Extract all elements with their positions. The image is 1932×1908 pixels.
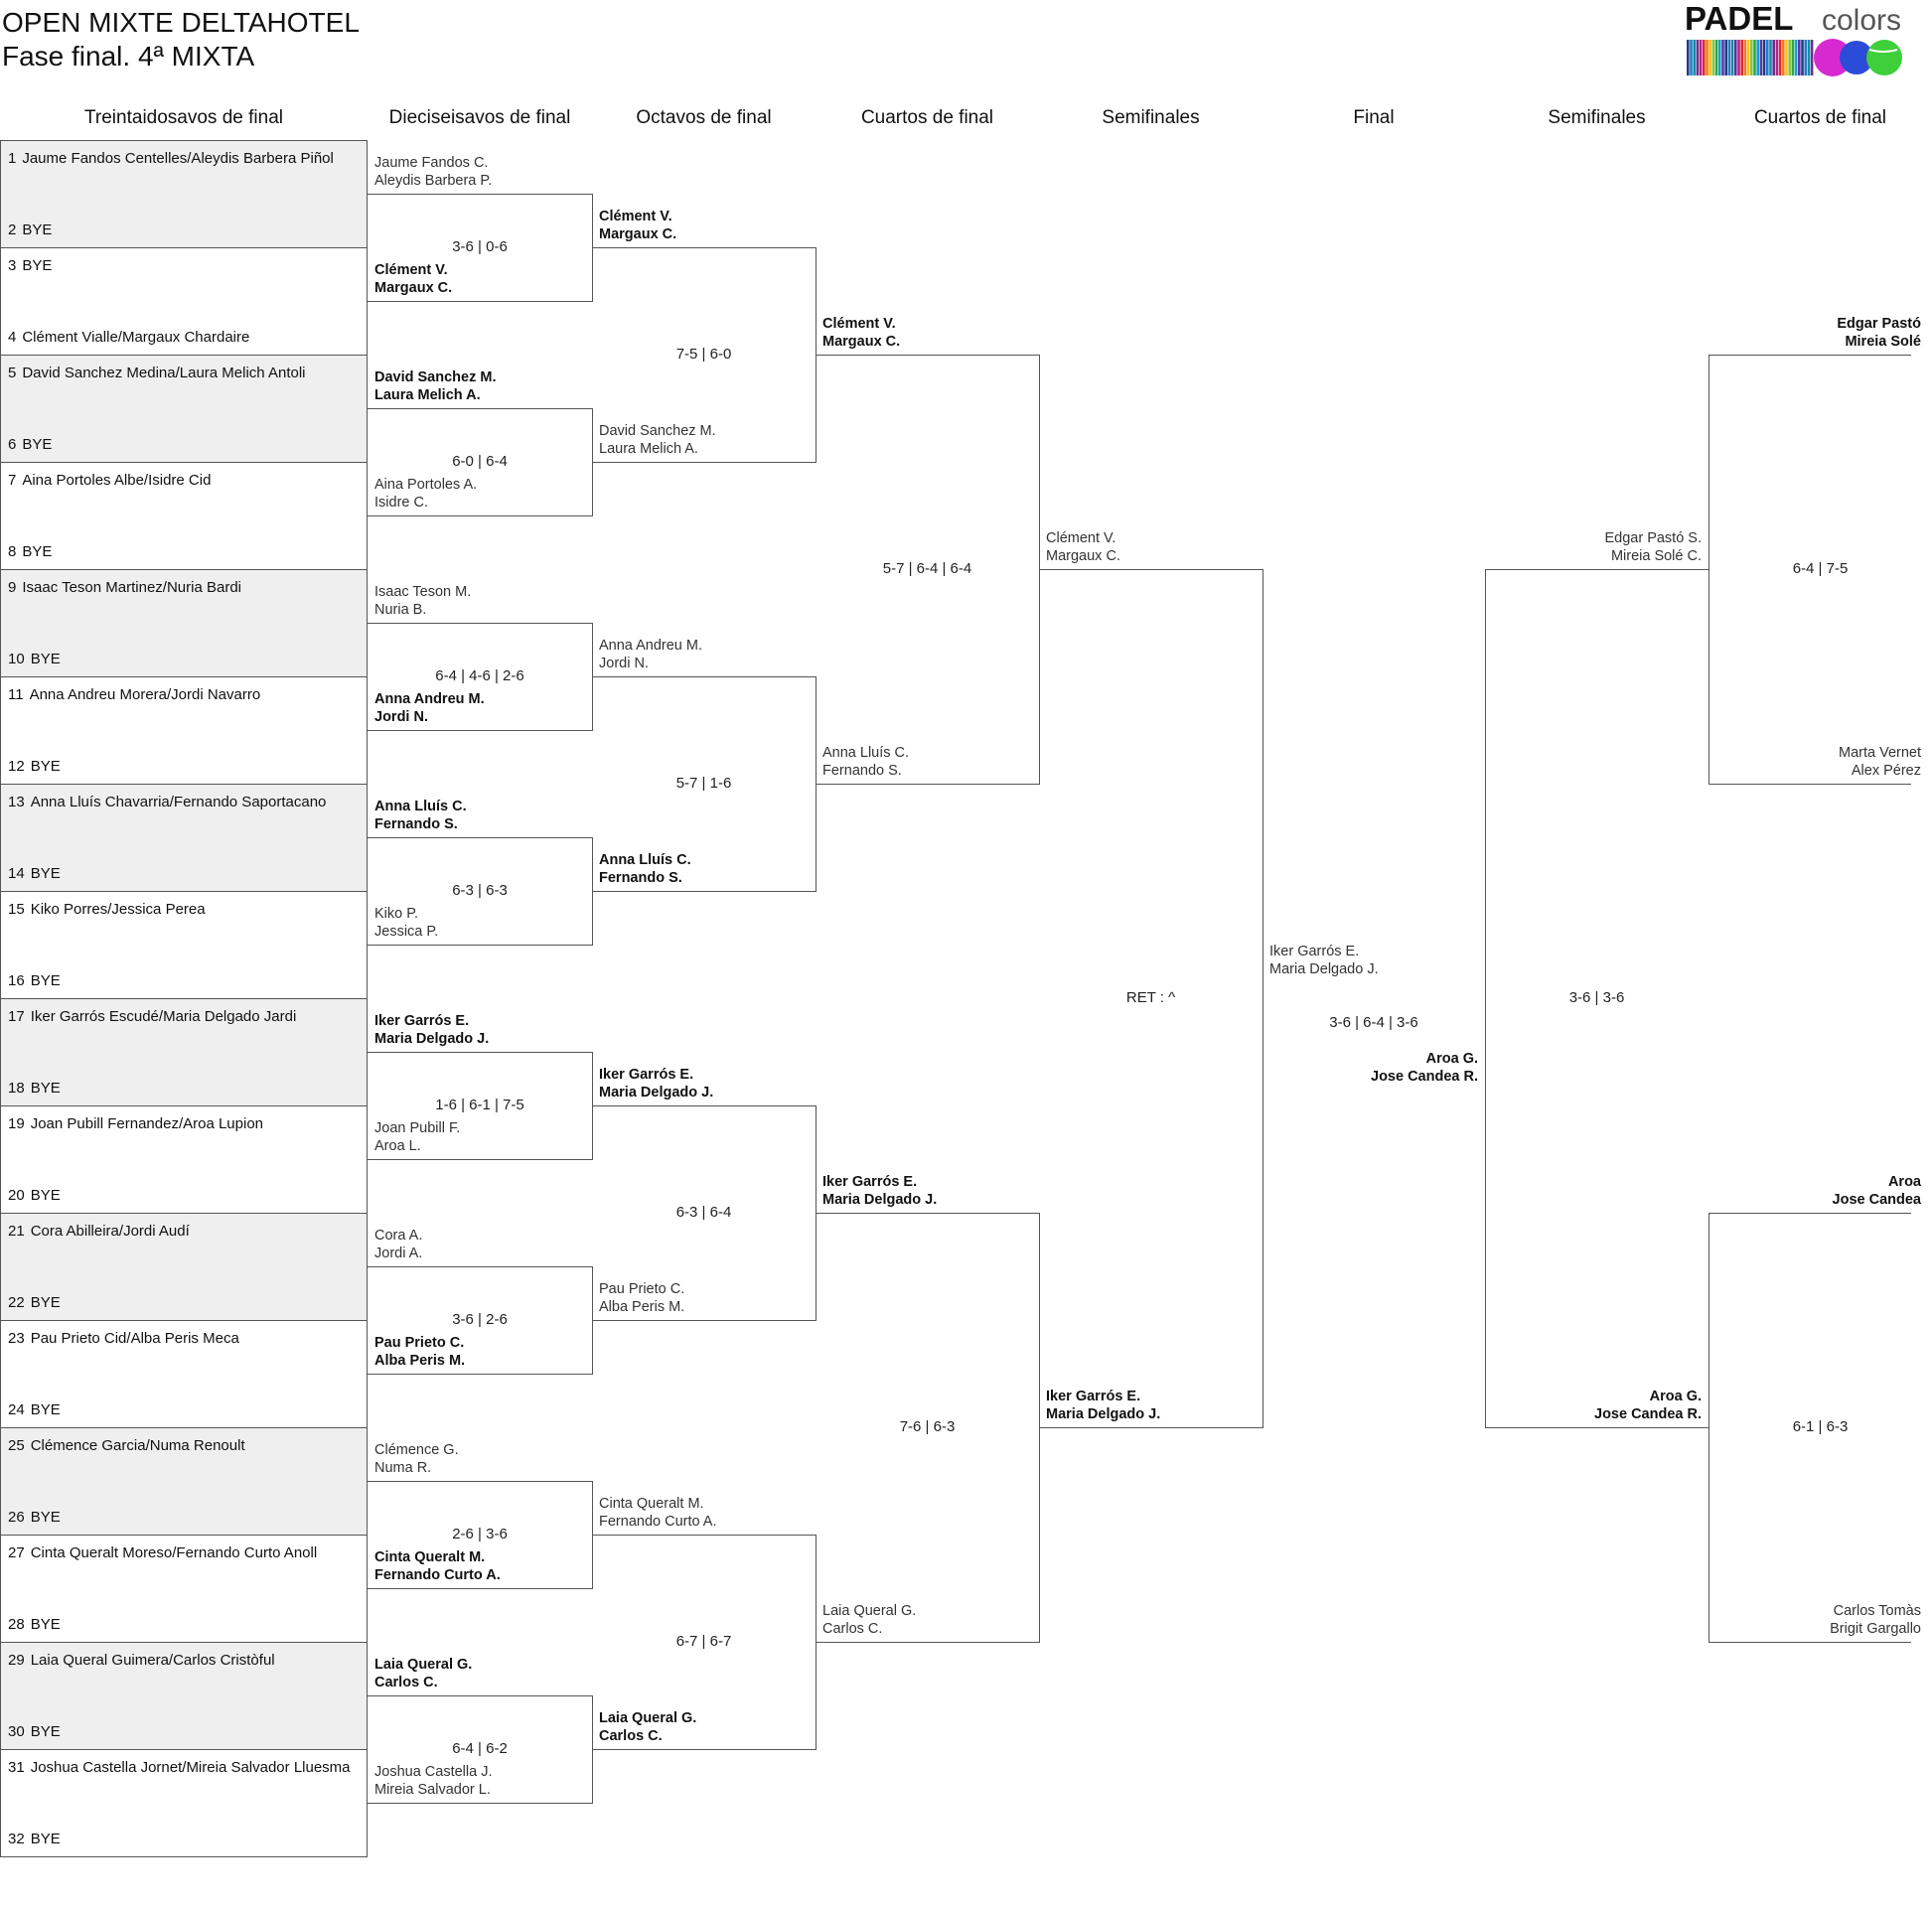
draw-entry-bottom <box>8 1616 61 1634</box>
team-partner-top: Margaux C. <box>599 226 677 242</box>
draw-entry-pair <box>0 1749 368 1857</box>
seed-number: 4 <box>8 329 17 346</box>
tournament-title: OPEN MIXTE DELTAHOTEL <box>2 7 360 38</box>
team-partner-top: Jordi A. <box>374 1246 423 1261</box>
team-partner-bottom: Mireia Salvador L. <box>374 1782 491 1798</box>
draw-entry-bottom <box>8 1401 61 1419</box>
draw-entry-top <box>8 1759 351 1777</box>
draw-entry-pair <box>0 1535 368 1643</box>
logo-text-light: colors <box>1822 4 1902 37</box>
team-name-bottom: Marta Vernet <box>1838 745 1921 761</box>
seed-number: 24 <box>8 1401 25 1418</box>
seed-number: 8 <box>8 543 17 560</box>
team-name-bottom: Laia Queral G. <box>599 1710 697 1726</box>
team-name: BYE <box>22 257 53 274</box>
seed-number: 1 <box>8 150 17 167</box>
seed-number: 29 <box>8 1652 25 1669</box>
match-score: 6-1 | 6-3 <box>1792 1418 1849 1435</box>
team-partner-bottom: Alex Pérez <box>1851 763 1921 779</box>
logo-text-bold: PADEL <box>1685 0 1794 37</box>
round-header: Final <box>1353 107 1395 128</box>
team-partner-bottom: Jose Candea R. <box>1594 1406 1702 1422</box>
team-partner-top: Laura Melich A. <box>374 387 481 403</box>
team-name-bottom: Joan Pubill F. <box>374 1120 461 1136</box>
match-score: 6-4 | 4-6 | 2-6 <box>435 667 524 684</box>
team-name-bottom: Clément V. <box>374 262 448 278</box>
team-name-top: Laia Queral G. <box>374 1657 473 1673</box>
team-name-bottom: Aroa G. <box>1649 1389 1702 1404</box>
draw-entry-top <box>8 1652 275 1670</box>
team-name-bottom: Kiko P. <box>374 906 419 922</box>
team-partner-top: Maria Delgado J. <box>822 1192 938 1208</box>
seed-number: 12 <box>8 758 25 775</box>
draw-entry-top <box>8 1437 245 1455</box>
draw-entry-top <box>8 257 52 275</box>
team-name: Kiko Porres/Jessica Perea <box>30 901 206 918</box>
draw-entry-bottom <box>8 221 52 239</box>
draw-entry-bottom <box>8 1187 61 1205</box>
draw-entry-pair <box>0 784 368 892</box>
team-partner-bottom: Brigit Gargallo <box>1830 1621 1921 1637</box>
team-name-top: Clément V. <box>1046 530 1116 546</box>
team-name: BYE <box>30 1080 61 1097</box>
team-name: BYE <box>22 543 53 560</box>
team-name-top: Edgar Pastó <box>1837 316 1921 332</box>
draw-entry-bottom <box>8 972 61 990</box>
draw-entry-bottom <box>8 651 61 668</box>
team-partner-bottom: Aroa L. <box>374 1138 421 1154</box>
team-partner-top: Aleydis Barbera P. <box>374 173 493 189</box>
team-partner-bottom: Jessica P. <box>374 924 439 940</box>
team-name: BYE <box>30 972 61 989</box>
final-score: 3-6 | 6-4 | 3-6 <box>1329 1014 1418 1031</box>
draw-entry-top <box>8 1330 239 1348</box>
team-name-top: Isaac Teson M. <box>374 584 472 600</box>
team-name: BYE <box>30 651 61 667</box>
draw-entry-pair <box>0 1105 368 1214</box>
draw-entry-top <box>8 1223 190 1241</box>
draw-entry-bottom <box>8 543 52 561</box>
team-name-bottom: David Sanchez M. <box>599 423 716 439</box>
team-name-top: Iker Garrós E. <box>822 1174 918 1190</box>
match-score: 7-6 | 6-3 <box>899 1418 956 1435</box>
draw-entry-top <box>8 150 334 168</box>
team-name-top: Clément V. <box>599 209 672 224</box>
final-team-right: Aroa G. <box>1425 1051 1478 1067</box>
match-score: 1-6 | 6-1 | 7-5 <box>435 1097 524 1113</box>
seed-number: 21 <box>8 1223 25 1240</box>
team-name: Isaac Teson Martinez/Nuria Bardi <box>22 579 242 596</box>
match-score: 6-3 | 6-3 <box>452 882 508 899</box>
team-name: BYE <box>30 1187 61 1204</box>
seed-number: 10 <box>8 651 25 667</box>
final-partner-right: Jose Candea R. <box>1371 1069 1478 1085</box>
round-header: Semifinales <box>1548 107 1646 128</box>
final-partner-left: Maria Delgado J. <box>1269 961 1379 977</box>
seed-number: 13 <box>8 794 25 810</box>
team-name-bottom: Joshua Castella J. <box>374 1764 493 1780</box>
team-name-bottom: Laia Queral G. <box>822 1603 917 1619</box>
team-name-top: Jaume Fandos C. <box>374 155 489 171</box>
round-header: Semifinales <box>1102 107 1200 128</box>
seed-number: 7 <box>8 472 17 489</box>
final-team-left: Iker Garrós E. <box>1269 944 1360 959</box>
draw-entry-top <box>8 1115 263 1133</box>
draw-entry-bottom <box>8 1509 61 1527</box>
team-name: Cinta Queralt Moreso/Fernando Curto Anoll <box>30 1544 318 1561</box>
seed-number: 20 <box>8 1187 25 1204</box>
seed-number: 3 <box>8 257 17 274</box>
team-name: BYE <box>30 1401 61 1418</box>
match-score: 3-6 | 3-6 <box>1568 989 1625 1006</box>
round-header: Cuartos de final <box>860 107 994 128</box>
draw-entry-pair <box>0 355 368 463</box>
team-name-bottom: Anna Lluís C. <box>599 852 691 868</box>
team-name-top: David Sanchez M. <box>374 369 497 385</box>
seed-number: 25 <box>8 1437 25 1454</box>
team-name: BYE <box>30 1723 61 1740</box>
seed-number: 5 <box>8 365 17 381</box>
team-partner-top: Numa R. <box>374 1460 432 1476</box>
team-name: BYE <box>30 1616 61 1633</box>
match-score: RET : ^ <box>1125 989 1176 1006</box>
team-name-top: Edgar Pastó S. <box>1604 530 1702 546</box>
round-header: Treintaidosavos de final <box>84 107 283 128</box>
team-partner-top: Fernando Curto A. <box>599 1514 717 1530</box>
team-partner-top: Nuria B. <box>374 602 427 618</box>
team-name-bottom: Aina Portoles A. <box>374 477 478 493</box>
draw-entry-top <box>8 472 211 490</box>
match-score: 5-7 | 1-6 <box>675 775 732 792</box>
team-partner-top: Maria Delgado J. <box>599 1085 714 1101</box>
team-name: Laia Queral Guimera/Carlos Cristòful <box>30 1652 275 1669</box>
team-partner-bottom: Alba Peris M. <box>374 1353 466 1369</box>
draw-entry-pair <box>0 1320 368 1428</box>
team-partner-bottom: Carlos C. <box>599 1728 663 1744</box>
draw-entry-pair <box>0 998 368 1106</box>
draw-entry-bottom <box>8 1831 61 1848</box>
team-name: Joan Pubill Fernandez/Aroa Lupion <box>30 1115 264 1132</box>
match-score: 2-6 | 3-6 <box>452 1526 508 1542</box>
team-name: BYE <box>30 1509 61 1526</box>
team-name: Jaume Fandos Centelles/Aleydis Barbera Piñol <box>22 150 334 167</box>
team-name: Pau Prieto Cid/Alba Peris Meca <box>30 1330 239 1347</box>
team-partner-bottom: Fernando S. <box>822 763 902 779</box>
team-name: BYE <box>22 221 53 238</box>
team-partner-top: Mireia Solé <box>1845 334 1921 350</box>
team-name-bottom: Pau Prieto C. <box>374 1335 465 1351</box>
draw-entry-pair <box>0 1427 368 1536</box>
seed-number: 11 <box>8 686 24 703</box>
draw-entry-pair <box>0 462 368 570</box>
seed-number: 31 <box>8 1759 25 1776</box>
team-partner-bottom: Carlos C. <box>822 1621 883 1637</box>
team-name-top: Clément V. <box>822 316 896 332</box>
match-score: 3-6 | 2-6 <box>452 1311 508 1328</box>
match-score: 5-7 | 6-4 | 6-4 <box>882 560 972 577</box>
draw-entry-pair <box>0 676 368 785</box>
team-name: Aina Portoles Albe/Isidre Cid <box>22 472 212 489</box>
team-name: BYE <box>30 1294 61 1311</box>
match-score: 6-4 | 7-5 <box>1792 560 1849 577</box>
seed-number: 9 <box>8 579 17 596</box>
draw-entry-pair <box>0 891 368 999</box>
team-partner-top: Jose Candea <box>1832 1192 1921 1208</box>
team-name-bottom: Cinta Queralt M. <box>374 1549 486 1565</box>
seed-number: 17 <box>8 1008 25 1025</box>
draw-entry-pair <box>0 1642 368 1750</box>
draw-entry-top <box>8 1544 317 1562</box>
seed-number: 14 <box>8 865 25 882</box>
team-name-bottom: Iker Garrós E. <box>1046 1389 1141 1404</box>
draw-entry-bottom <box>8 758 61 776</box>
round-header: Octavos de final <box>636 107 772 128</box>
team-partner-top: Carlos C. <box>374 1675 438 1690</box>
seed-number: 18 <box>8 1080 25 1097</box>
seed-number: 32 <box>8 1831 25 1847</box>
team-name: BYE <box>30 758 61 775</box>
seed-number: 26 <box>8 1509 25 1526</box>
team-partner-bottom: Margaux C. <box>374 280 453 296</box>
team-name-top: Anna Andreu M. <box>599 638 702 654</box>
team-name: Cora Abilleira/Jordi Audí <box>30 1223 190 1240</box>
draw-entry-pair <box>0 140 368 248</box>
draw-entry-top <box>8 1008 296 1026</box>
team-partner-top: Jordi N. <box>599 656 649 671</box>
match-score: 6-7 | 6-7 <box>675 1633 732 1650</box>
team-name: BYE <box>30 865 61 882</box>
team-name: Anna Lluís Chavarria/Fernando Saportacano <box>30 794 327 810</box>
draw-entry-bottom <box>8 436 52 454</box>
seed-number: 27 <box>8 1544 25 1561</box>
team-name: Clémence Garcia/Numa Renoult <box>30 1437 245 1454</box>
round-header: Cuartos de final <box>1753 107 1887 128</box>
team-name-bottom: Pau Prieto C. <box>599 1281 685 1297</box>
team-partner-top: Fernando S. <box>374 816 458 832</box>
seed-number: 19 <box>8 1115 25 1132</box>
team-name-bottom: Anna Andreu M. <box>374 691 485 707</box>
draw-entry-top <box>8 794 326 811</box>
draw-entry-bottom <box>8 329 249 347</box>
draw-entry-bottom <box>8 865 61 883</box>
draw-entry-top <box>8 686 260 704</box>
team-partner-top: Maria Delgado J. <box>374 1031 490 1047</box>
draw-subtitle: Fase final. 4ª MIXTA <box>2 41 255 72</box>
seed-number: 6 <box>8 436 17 453</box>
team-name-top: Iker Garrós E. <box>599 1067 694 1083</box>
match-score: 6-0 | 6-4 <box>452 453 508 470</box>
team-name: BYE <box>22 436 53 453</box>
team-partner-top: Margaux C. <box>1046 548 1120 564</box>
seed-number: 23 <box>8 1330 25 1347</box>
seed-number: 2 <box>8 221 17 238</box>
team-partner-bottom: Fernando S. <box>599 870 682 886</box>
team-name-top: Clémence G. <box>374 1442 459 1458</box>
draw-entry-top <box>8 579 241 597</box>
draw-entry-pair <box>0 247 368 356</box>
team-name-bottom: Carlos Tomàs <box>1833 1603 1921 1619</box>
seed-number: 15 <box>8 901 25 918</box>
round-header: Dieciseisavos de final <box>388 107 571 128</box>
team-name-top: Anna Lluís C. <box>374 799 467 814</box>
team-partner-bottom: Alba Peris M. <box>599 1299 685 1315</box>
draw-entry-pair <box>0 1213 368 1321</box>
seed-number: 30 <box>8 1723 25 1740</box>
draw-entry-top <box>8 365 306 382</box>
team-name: Joshua Castella Jornet/Mireia Salvador Lluesma <box>30 1759 351 1776</box>
draw-entry-pair <box>0 569 368 677</box>
team-partner-bottom: Laura Melich A. <box>599 441 698 457</box>
team-name-top: Aroa <box>1887 1174 1921 1190</box>
padel-colors-logo <box>1683 0 1907 81</box>
match-score: 7-5 | 6-0 <box>675 346 732 363</box>
draw-entry-bottom <box>8 1080 61 1098</box>
draw-entry-bottom <box>8 1723 61 1741</box>
team-name: Anna Andreu Morera/Jordi Navarro <box>29 686 261 703</box>
team-name-top: Cora A. <box>374 1228 423 1244</box>
draw-entry-top <box>8 901 206 919</box>
team-partner-bottom: Isidre C. <box>374 495 428 511</box>
match-score: 6-4 | 6-2 <box>452 1740 508 1757</box>
team-name-top: Cinta Queralt M. <box>599 1496 704 1512</box>
team-name-bottom: Anna Lluís C. <box>822 745 910 761</box>
team-partner-bottom: Maria Delgado J. <box>1046 1406 1161 1422</box>
match-score: 6-3 | 6-4 <box>675 1204 732 1221</box>
team-name-top: Iker Garrós E. <box>374 1013 470 1029</box>
team-name: David Sanchez Medina/Laura Melich Antoli <box>22 365 306 381</box>
team-name: Clément Vialle/Margaux Chardaire <box>22 329 250 346</box>
seed-number: 22 <box>8 1294 25 1311</box>
team-partner-bottom: Fernando Curto A. <box>374 1567 501 1583</box>
team-name: Iker Garrós Escudé/Maria Delgado Jardi <box>30 1008 297 1025</box>
draw-entry-bottom <box>8 1294 61 1312</box>
match-score: 3-6 | 0-6 <box>452 238 508 255</box>
team-partner-top: Margaux C. <box>822 334 901 350</box>
seed-number: 16 <box>8 972 25 989</box>
team-partner-bottom: Jordi N. <box>374 709 428 725</box>
seed-number: 28 <box>8 1616 25 1633</box>
team-partner-top: Mireia Solé C. <box>1610 548 1702 564</box>
team-name: BYE <box>30 1831 61 1847</box>
